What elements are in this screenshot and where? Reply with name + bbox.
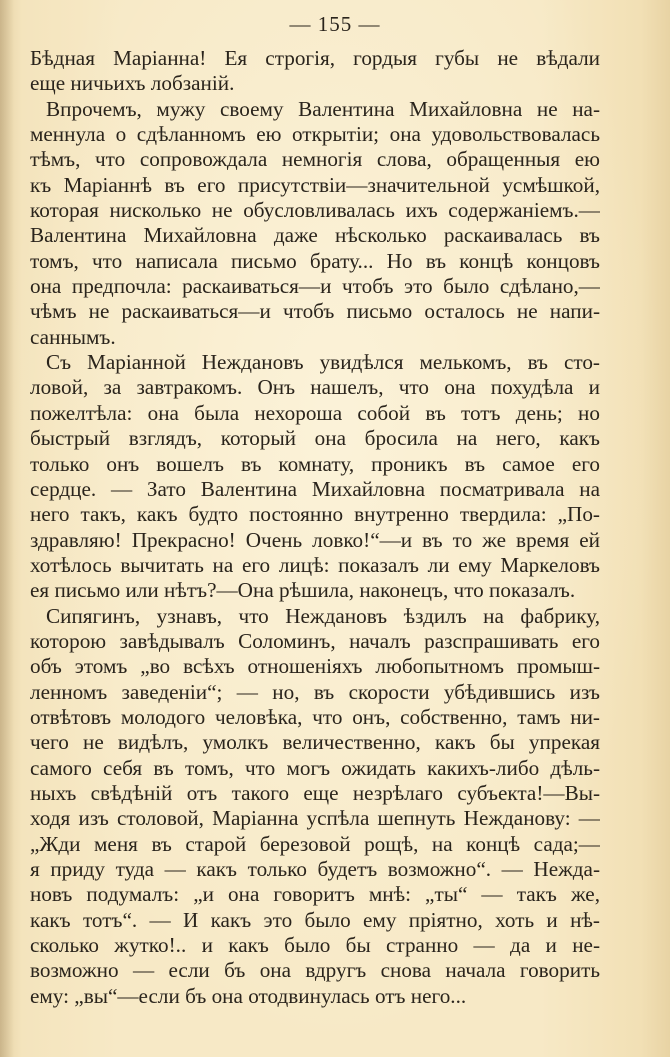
page-number: — 155 — [289,12,381,36]
text-line: чѣмъ не раскаиваться—и чтобъ письмо осталось не напи- [30,299,600,324]
text-line: томъ, что написала письмо брату... Но въ концѣ концовъ [30,248,600,273]
text-line: Съ Маріанной Неждановъ увидѣлся мелькомъ, въ сто- [46,350,600,375]
text-line: ходя изъ столовой, Маріанна успѣла шепнуть Нежданову: — [30,806,600,831]
text-line: тѣмъ, что сопровождала немногія слова, обращенныя ею [30,147,600,172]
text-line: сколько жутко!.. и какъ было бы странно — да и не- [30,933,600,958]
text-line: чего не видѣлъ, умолкъ величественно, какъ бы упрекая [30,730,600,755]
text-line: самого себя въ томъ, что могъ ожидать какихъ-либо дѣль- [30,755,600,780]
spine-shadow [0,0,14,1057]
text-line: него такъ, какъ будто постоянно внутренно твердила: „По- [30,502,600,527]
text-line: новъ подумалъ: „и она говоритъ мнѣ: „ты“ — такъ же, [30,882,600,907]
text-line: я приду туда — какъ только будетъ возможно“. — Нежда- [30,857,600,881]
text-line: сердце. — Зато Валентина Михайловна посматривала на [30,476,600,501]
text-line: ея письмо или нѣтъ?—Она рѣшила, наконецъ, что показалъ. [30,578,576,603]
text-line: она предпочла: раскаиваться—и чтобъ это было сдѣлано,— [30,274,600,299]
text-line: которою завѣдывалъ Соломинъ, началъ разспрашивать его [30,628,600,653]
text-line: Валентина Михайловна даже нѣсколько раскаивалась въ [30,223,600,248]
text-line: ловой, за завтракомъ. Онъ нашелъ, что она похудѣла и [30,375,600,400]
text-line: меннула о сдѣланномъ ею открытіи; она удовольствовалась [30,122,600,147]
text-line: еще ничьихъ лобзаній. [30,71,235,96]
text-line: какъ тотъ“. — И какъ это было ему пріятно, хоть и нѣ- [30,907,600,932]
text-line: ленномъ заведеніи“; — но, въ скорости убѣдившись изъ [30,679,600,704]
text-line: къ Маріаннѣ въ его присутствіи—значительной усмѣшкой, [30,172,600,197]
text-line: Впрочемъ, мужу своему Валентина Михайловна не на- [46,96,600,121]
text-line: быстрый взглядъ, который она бросила на него, какъ [30,426,600,451]
text-line: хотѣлось вычитать на его лицѣ: показалъ ли ему Маркеловъ [30,552,600,577]
text-line: Бѣдная Маріанна! Ея строгія, гордыя губы не вѣдали [30,46,600,70]
text-line: объ этомъ „во всѣхъ отношеніяхъ любопытномъ промыш- [30,654,600,679]
text-line: только онъ вошелъ въ комнату, проникъ въ самое его [30,451,600,476]
text-line: саннымъ. [30,324,116,349]
text-line: ему: „вы“—если бъ она отодвинулась отъ него... [30,983,467,1008]
text-line: Сипягинъ, узнавъ, что Неждановъ ѣздилъ на фабрику, [46,603,600,628]
text-line: „Жди меня въ старой березовой рощѣ, на концѣ сада;— [30,831,600,856]
text-line: отвѣтовъ молодого человѣка, что онъ, собственно, тамъ ни- [30,704,600,729]
text-line: ныхъ свѣдѣній отъ такого еще незрѣлаго субъекта!—Вы- [30,780,600,805]
text-line: здравляю! Прекрасно! Очень ловко!“—и въ то же время ей [30,527,600,552]
body-text [30,46,600,1009]
text-line: которая нисколько не обусловливалась ихъ содержаніемъ.— [30,198,600,223]
text-line: пожелтѣла: она была нехороша собой въ тотъ день; но [30,400,600,425]
text-line: возможно — если бъ она вдругъ снова начала говорить [30,958,600,983]
